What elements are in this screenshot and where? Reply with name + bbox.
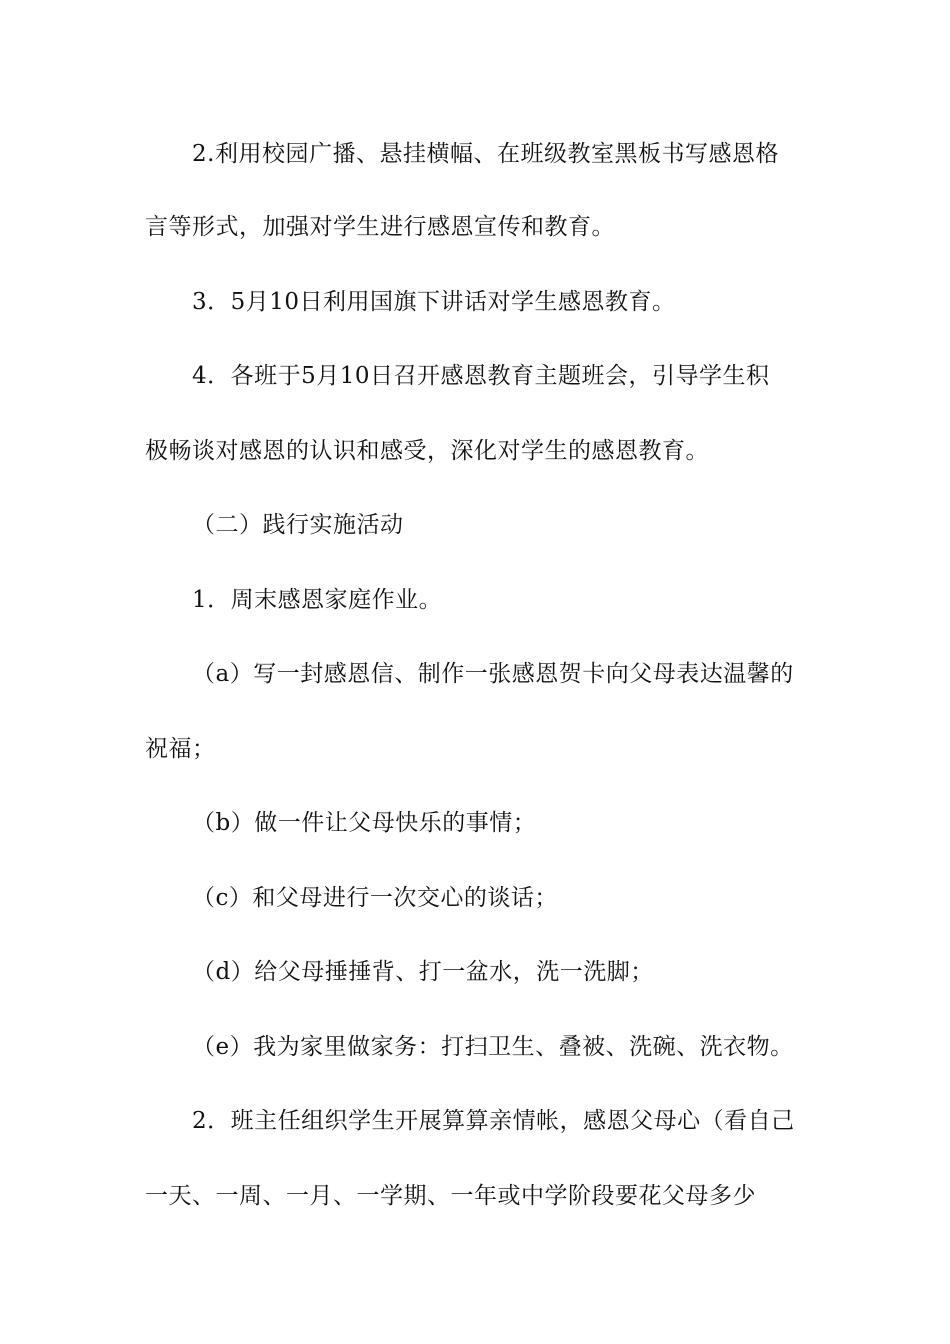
paragraph-line: （e）我为家里做家务：打扫卫生、叠被、洗碗、洗衣物。 <box>192 1034 794 1060</box>
section-heading: （二）践行实施活动 <box>192 512 404 538</box>
paragraph-line: （d）给父母捶捶背、打一盆水，洗一洗脚； <box>192 959 654 985</box>
paragraph-line: 1．周末感恩家庭作业。 <box>192 587 443 613</box>
paragraph-line: 言等形式，加强对学生进行感恩宣传和教育。 <box>145 214 615 240</box>
paragraph-line: 3．5月10日利用国旗下讲话对学生感恩教育。 <box>192 289 676 315</box>
paragraph-line: （b）做一件让父母快乐的事情； <box>192 810 537 836</box>
paragraph-line: 2.利用校园广播、悬挂横幅、在班级教室黑板书写感恩格 <box>192 141 779 167</box>
paragraph-line: 4．各班于5月10日召开感恩教育主题班会，引导学生积 <box>192 363 770 389</box>
paragraph-line: 祝福； <box>145 736 216 762</box>
paragraph-line: （a）写一封感恩信、制作一张感恩贺卡向父母表达温馨的 <box>192 661 794 687</box>
paragraph-line: 一天、一周、一月、一学期、一年或中学阶段要花父母多少 <box>145 1183 756 1209</box>
paragraph-line: 2．班主任组织学生开展算算亲情帐，感恩父母心（看自己 <box>192 1108 795 1134</box>
paragraph-line: 极畅谈对感恩的认识和感受，深化对学生的感恩教育。 <box>145 438 709 464</box>
paragraph-line: （c）和父母进行一次交心的谈话； <box>192 885 558 911</box>
